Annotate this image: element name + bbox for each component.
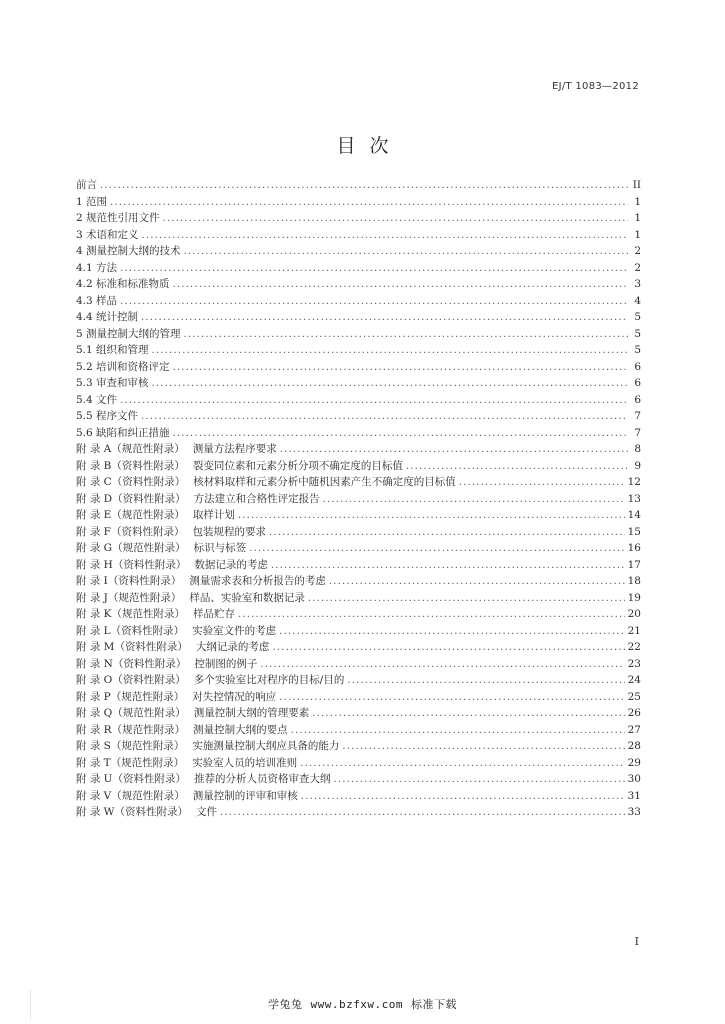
- toc-entry-page: 1: [634, 195, 641, 208]
- annex-category: （资料性附录）: [111, 476, 186, 488]
- toc-entry-page: 5: [634, 311, 641, 323]
- toc-leader-dots: [459, 475, 625, 492]
- toc-annex-entry[interactable]: [76, 524, 641, 541]
- annex-page: 12: [627, 476, 641, 488]
- annex-prefix: 附 录 D: [76, 492, 113, 505]
- annex-label: [76, 656, 257, 673]
- annex-page: 21: [627, 624, 641, 637]
- toc-leader-dots: [291, 723, 625, 740]
- annex-prefix: 附 录 K: [76, 608, 112, 620]
- toc-leader-dots: [220, 805, 625, 822]
- annex-page: 31: [627, 789, 641, 802]
- annex-prefix: 附 录 T: [76, 756, 111, 769]
- toc-leader-dots: [249, 541, 625, 558]
- annex-category: （资料性附录）: [112, 657, 187, 670]
- annex-page: 19: [627, 591, 641, 604]
- toc-annex-entry[interactable]: [76, 771, 641, 788]
- toc-leader-dots: [110, 195, 628, 212]
- annex-category: （规范性附录）: [111, 608, 186, 620]
- annex-page: 16: [627, 542, 641, 554]
- annex-page: 15: [627, 525, 641, 538]
- toc-entry[interactable]: [76, 408, 641, 425]
- annex-label: [76, 804, 217, 821]
- toc-leader-dots: [342, 739, 624, 756]
- toc-leader-dots: [300, 756, 624, 773]
- annex-category: （规范性附录）: [110, 740, 185, 752]
- annex-title: 实验室文件的考虑: [192, 624, 277, 637]
- annex-label: [76, 474, 456, 491]
- annex-page: 18: [627, 575, 641, 587]
- annex-title: 方法建立和合格性评定报告: [193, 492, 320, 505]
- toc-leader-dots: [323, 492, 625, 509]
- toc-leader-dots: [312, 706, 624, 723]
- toc-entry[interactable]: [76, 309, 641, 326]
- footer-watermark: [0, 996, 725, 1012]
- table-of-contents: [76, 177, 641, 821]
- annex-category: （资料性附录）: [114, 641, 188, 653]
- toc-leader-dots: [347, 673, 624, 690]
- annex-title: 包装规程的要求: [192, 525, 266, 538]
- annex-category: （资料性附录）: [112, 558, 187, 571]
- toc-annex-entry[interactable]: [76, 639, 641, 656]
- annex-page: 29: [627, 756, 641, 769]
- toc-annex-entry[interactable]: [76, 458, 641, 475]
- standard-number: EJ/T 1083—2012: [551, 81, 639, 92]
- toc-leader-dots: [120, 261, 628, 278]
- annex-page: 30: [627, 773, 641, 785]
- annex-category: （资料性附录）: [107, 575, 182, 587]
- toc-entry-label: 5.2 培训和资格评定: [76, 360, 170, 373]
- toc-entry[interactable]: [76, 359, 641, 376]
- toc-entry-page: 2: [634, 261, 641, 274]
- annex-prefix: 附 录 F: [76, 525, 111, 538]
- annex-prefix: 附 录 N: [76, 657, 113, 670]
- toc-entry-label: 4.1 方法: [76, 261, 118, 274]
- annex-title: 测量方法程序要求: [192, 443, 277, 455]
- annex-label: [76, 755, 297, 772]
- annex-label: [76, 540, 246, 557]
- footer-site-name: 学兔兔: [267, 998, 303, 1011]
- annex-label: [76, 771, 331, 788]
- toc-entry-page: 6: [634, 393, 641, 406]
- annex-prefix: 附 录 M: [76, 641, 115, 653]
- annex-category: （规范性附录）: [112, 707, 186, 719]
- annex-title: 实验室人员的培训准则: [192, 756, 298, 769]
- footer-url[interactable]: www.bzfxw.com: [310, 998, 404, 1011]
- annex-label: [76, 524, 266, 541]
- toc-leader-dots: [184, 244, 628, 261]
- annex-category: （规范性附录）: [110, 756, 185, 769]
- annex-prefix: 附 录 B: [76, 459, 112, 472]
- toc-entry-page: 1: [634, 228, 641, 241]
- annex-category: （资料性附录）: [112, 674, 186, 686]
- toc-entry-page: II: [632, 179, 641, 191]
- annex-label: [76, 738, 339, 755]
- toc-entry-label: 4 测量控制大纲的技术: [76, 245, 181, 257]
- annex-prefix: 附 录 Q: [76, 707, 113, 719]
- annex-category: （资料性附录）: [112, 773, 187, 785]
- toc-leader-dots: [141, 409, 628, 426]
- annex-category: （规范性附录）: [111, 723, 186, 736]
- toc-entry-label: 4.3 样品: [76, 294, 118, 307]
- toc-annex-entry[interactable]: [76, 441, 641, 458]
- toc-entry-page: 5: [634, 344, 641, 356]
- annex-page: 13: [627, 492, 641, 505]
- annex-page: 23: [627, 657, 641, 670]
- toc-leader-dots: [238, 607, 625, 624]
- toc-leader-dots: [142, 228, 628, 245]
- toc-entry-page: 7: [634, 426, 641, 439]
- toc-entry-page: 4: [634, 294, 641, 307]
- annex-title: 测量控制大纲的要点: [193, 723, 288, 736]
- toc-annex-entry[interactable]: [76, 623, 641, 640]
- annex-label: [76, 507, 235, 524]
- toc-leader-dots: [272, 640, 624, 657]
- annex-page: 25: [627, 690, 641, 703]
- annex-prefix: 附 录 U: [76, 773, 113, 785]
- annex-title: 数据记录的考虑: [194, 558, 268, 571]
- toc-entry[interactable]: [76, 194, 641, 211]
- toc-annex-entry[interactable]: [76, 722, 641, 739]
- footer-tagline: 标准下载: [411, 998, 458, 1011]
- toc-entry[interactable]: [76, 227, 641, 244]
- annex-title: 多个实验室比对程序的目标/目的: [193, 674, 345, 686]
- annex-prefix: 附 录 A: [76, 443, 112, 455]
- toc-entry-page: 3: [634, 278, 641, 290]
- toc-leader-dots: [280, 442, 628, 459]
- annex-category: （资料性附录）: [110, 525, 185, 538]
- toc-annex-entry[interactable]: [76, 804, 641, 821]
- annex-prefix: 附 录 G: [76, 542, 113, 554]
- toc-leader-dots: [308, 591, 625, 608]
- toc-entry-label: 5.6 缺陷和纠正措施: [76, 426, 170, 439]
- toc-entry[interactable]: [76, 375, 641, 392]
- toc-entry-label: 5.3 审查和审核: [76, 377, 149, 389]
- toc-entry-label: 2 规范性引用文件: [76, 212, 160, 224]
- annex-label: [76, 573, 326, 590]
- annex-title: 样品贮存: [193, 608, 236, 620]
- toc-leader-dots: [329, 574, 625, 591]
- annex-page: 28: [627, 740, 641, 752]
- toc-leader-dots: [173, 360, 628, 377]
- toc-entry[interactable]: [76, 210, 641, 227]
- toc-annex-entry[interactable]: [76, 788, 641, 805]
- annex-page: 8: [634, 443, 641, 455]
- annex-title: 大纲记录的考虑: [195, 641, 270, 653]
- annex-title: 推荐的分析人员资格审查大纲: [194, 773, 331, 785]
- annex-page: 22: [627, 641, 641, 653]
- toc-leader-dots: [184, 327, 628, 344]
- annex-title: 实施测量控制大纲应具备的能力: [192, 740, 340, 752]
- annex-prefix: 附 录 C: [76, 476, 112, 488]
- toc-entry-page: 2: [634, 245, 641, 257]
- toc-entry-label: 5 测量控制大纲的管理: [76, 327, 181, 340]
- annex-title: 控制图的例子: [194, 657, 258, 670]
- toc-annex-entry[interactable]: [76, 656, 641, 673]
- toc-entry[interactable]: [76, 326, 641, 343]
- toc-annex-entry[interactable]: [76, 738, 641, 755]
- annex-page: 27: [627, 723, 641, 736]
- annex-prefix: 附 录 V: [76, 789, 112, 802]
- annex-title: 文件: [195, 806, 217, 818]
- toc-entry-page: 1: [634, 212, 641, 224]
- toc-entry-label: 3 术语和定义: [76, 228, 139, 241]
- toc-leader-dots: [238, 508, 625, 525]
- toc-entry[interactable]: [76, 177, 641, 194]
- toc-annex-entry[interactable]: [76, 672, 641, 689]
- annex-title: 核材料取样和元素分析中随机因素产生不确定度的目标值: [193, 476, 456, 488]
- toc-leader-dots: [120, 294, 628, 311]
- annex-category: （规范性附录）: [111, 789, 185, 802]
- toc-leader-dots: [120, 393, 628, 410]
- toc-annex-entry[interactable]: [76, 705, 641, 722]
- annex-title: 裂变同位素和元素分析分项不确定度的目标值: [192, 459, 403, 472]
- annex-label: [76, 623, 276, 640]
- annex-title: 标识与标签: [193, 542, 247, 554]
- toc-entry-label: 1 范围: [76, 195, 108, 208]
- toc-leader-dots: [152, 376, 628, 393]
- annex-category: （规范性附录）: [107, 591, 182, 604]
- annex-title: 样品、实验室和数据记录: [189, 591, 305, 604]
- page-title: 目次: [336, 135, 403, 157]
- annex-label: [76, 672, 344, 689]
- annex-page: 17: [627, 558, 641, 571]
- annex-prefix: 附 录 E: [76, 509, 112, 521]
- toc-annex-entry[interactable]: [76, 590, 641, 607]
- annex-category: （规范性附录）: [112, 542, 186, 554]
- toc-leader-dots: [334, 772, 625, 789]
- toc-leader-dots: [141, 310, 628, 327]
- annex-label: [76, 590, 305, 607]
- toc-entry[interactable]: [76, 342, 641, 359]
- annex-prefix: 附 录 S: [76, 740, 111, 752]
- toc-entry[interactable]: [76, 293, 641, 310]
- toc-entry-label: 5.1 组织和管理: [76, 344, 149, 356]
- annex-page: 33: [627, 806, 641, 818]
- toc-leader-dots: [260, 657, 624, 674]
- toc-entry-label: 前言: [76, 179, 97, 191]
- toc-entry-label: 4.4 统计控制: [76, 311, 139, 323]
- toc-entry[interactable]: [76, 425, 641, 442]
- annex-label: [76, 606, 235, 623]
- annex-category: （规范性附录）: [111, 509, 185, 521]
- toc-leader-dots: [269, 525, 625, 542]
- annex-prefix: 附 录 P: [76, 690, 111, 703]
- annex-page: 9: [634, 459, 641, 472]
- toc-annex-entry[interactable]: [76, 557, 641, 574]
- annex-prefix: 附 录 L: [76, 624, 111, 637]
- toc-annex-entry[interactable]: [76, 491, 641, 508]
- toc-entry-page: 6: [634, 377, 641, 389]
- annex-category: （资料性附录）: [110, 624, 185, 637]
- annex-label: [76, 441, 277, 458]
- toc-entry-page: 7: [634, 410, 641, 422]
- annex-title: 测量需求表和分析报告的考虑: [189, 575, 326, 587]
- annex-category: （规范性附录）: [110, 690, 185, 703]
- annex-prefix: 附 录 R: [76, 723, 112, 736]
- toc-leader-dots: [173, 426, 628, 443]
- annex-label: [76, 705, 309, 722]
- annex-category: （规范性附录）: [111, 443, 185, 455]
- toc-annex-entry[interactable]: [76, 474, 641, 491]
- annex-title: 取样计划: [192, 509, 235, 521]
- annex-prefix: 附 录 J: [76, 591, 108, 604]
- page-number: I: [634, 935, 639, 948]
- annex-prefix: 附 录 H: [76, 558, 113, 571]
- toc-entry-page: 5: [634, 327, 641, 340]
- toc-entry[interactable]: [76, 276, 641, 293]
- toc-entry[interactable]: [76, 243, 641, 260]
- annex-title: 测量控制大纲的管理要素: [193, 707, 310, 719]
- toc-entry-page: 6: [634, 360, 641, 373]
- toc-entry[interactable]: [76, 260, 641, 277]
- toc-entry-label: 4.2 标准和标准物质: [76, 278, 170, 290]
- annex-page: 14: [627, 509, 641, 521]
- toc-entry[interactable]: [76, 392, 641, 409]
- annex-label: [76, 689, 276, 706]
- annex-title: 测量控制的评审和审核: [192, 789, 298, 802]
- toc-annex-entry[interactable]: [76, 689, 641, 706]
- annex-label: [76, 458, 403, 475]
- annex-label: [76, 722, 288, 739]
- annex-label: [76, 557, 268, 574]
- annex-category: （资料性附录）: [114, 806, 188, 818]
- toc-annex-entry[interactable]: [76, 573, 641, 590]
- annex-page: 20: [627, 608, 641, 620]
- annex-page: 26: [627, 707, 641, 719]
- toc-entry-label: 5.4 文件: [76, 393, 118, 406]
- annex-label: [76, 639, 269, 656]
- toc-leader-dots: [152, 343, 628, 360]
- annex-prefix: 附 录 O: [76, 674, 113, 686]
- toc-entry-label: 5.5 程序文件: [76, 410, 139, 422]
- annex-prefix: 附 录 W: [76, 806, 115, 818]
- toc-leader-dots: [406, 459, 628, 476]
- toc-leader-dots: [279, 690, 624, 707]
- toc-annex-entry[interactable]: [76, 540, 641, 557]
- toc-annex-entry[interactable]: [76, 606, 641, 623]
- toc-annex-entry[interactable]: [76, 755, 641, 772]
- annex-category: （资料性附录）: [112, 492, 186, 505]
- annex-label: [76, 788, 298, 805]
- annex-prefix: 附 录 I: [76, 575, 108, 587]
- annex-title: 对失控情况的响应: [192, 690, 277, 703]
- annex-label: [76, 491, 320, 508]
- toc-leader-dots: [100, 178, 628, 195]
- toc-leader-dots: [279, 624, 624, 641]
- annex-category: （资料性附录）: [111, 459, 185, 472]
- toc-leader-dots: [173, 277, 628, 294]
- toc-leader-dots: [271, 558, 625, 575]
- annex-page: 24: [627, 674, 641, 686]
- toc-leader-dots: [163, 211, 628, 228]
- toc-annex-entry[interactable]: [76, 507, 641, 524]
- toc-leader-dots: [301, 789, 625, 806]
